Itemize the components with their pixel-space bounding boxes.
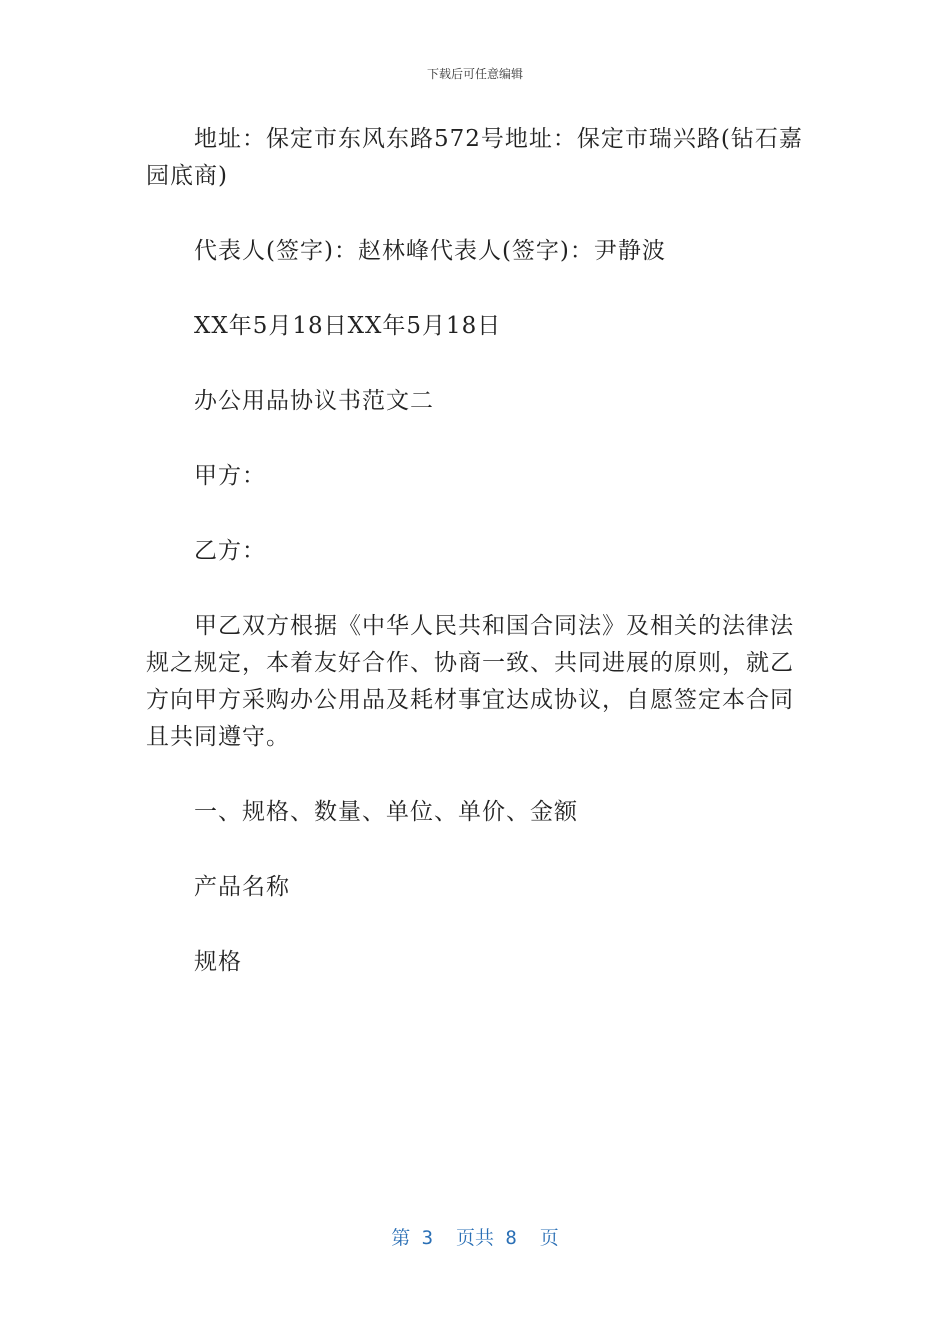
paragraph-party-a: 甲方： bbox=[194, 463, 266, 489]
paragraph-spec: 规格 bbox=[194, 949, 242, 975]
paragraph-agreement: 甲乙双方根据《中华人民共和国合同法》及相关的法律法规之规定，本着友好合作、协商一致、共同进展的原则，就乙方向甲方采购办公用品及耗材事宜达成协议，自愿签定本合同且共同遵守。 bbox=[146, 613, 794, 750]
clause-heading: 一、规格、数量、单位、单价、金额 bbox=[194, 799, 578, 825]
paragraph-dates: XX年5月18日XX年5月18日 bbox=[194, 313, 502, 339]
paragraph-product-name: 产品名称 bbox=[194, 874, 290, 900]
page-header-note: 下载后可任意编辑 bbox=[426, 67, 523, 81]
paragraph-representatives: 代表人(签字)：赵林峰代表人(签字)：尹静波 bbox=[194, 238, 666, 264]
paragraph-party-b: 乙方： bbox=[194, 538, 266, 564]
document-body bbox=[146, 121, 806, 1019]
page-number: 第 3 页共 8 页 bbox=[391, 1227, 559, 1249]
section-title: 办公用品协议书范文二 bbox=[194, 388, 434, 414]
paragraph-address: 地址：保定市东风东路572号地址：保定市瑞兴路(钻石嘉园底商) bbox=[146, 126, 803, 189]
